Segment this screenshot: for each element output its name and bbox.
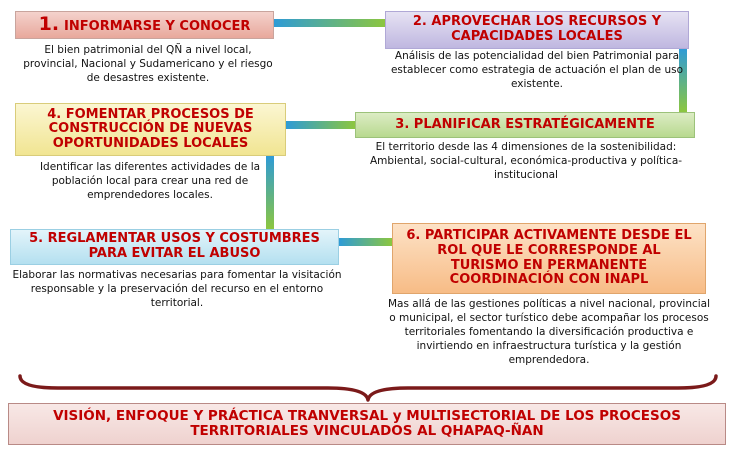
step-3-title: PLANIFICAR ESTRATÉGICAMENTE: [413, 116, 655, 132]
step-4-heading: [20, 108, 282, 152]
step-5-heading: [14, 232, 336, 261]
step-1-box: [15, 11, 274, 39]
curly-brace: [18, 372, 718, 404]
conclusion-text: VISIÓN, ENFOQUE Y PRÁCTICA TRANVERSAL y MULTISECTORIAL DE LOS PROCESOS TERRITORIALES VINCULADOS AL QHAPAQ-ÑAN: [53, 407, 681, 439]
step-5-number: 5.: [29, 231, 44, 247]
step-5-box: [10, 229, 339, 265]
step-3-heading: [395, 118, 654, 133]
step-1-heading: [39, 14, 251, 35]
step-2-number: 2.: [412, 14, 427, 30]
conclusion-box: [8, 403, 726, 445]
step-2-description: Análisis de las potencialidad del bien Patrimonial para establecer como estrategia de actuación el plan de uso existente.: [390, 50, 684, 90]
step-3-number: 3.: [395, 116, 410, 132]
step-4-title: FOMENTAR PROCESOS DE CONSTRUCCIÓN DE NUEVAS OPORTUNIDADES LOCALES: [48, 106, 254, 151]
step-4-number: 4.: [47, 106, 62, 122]
step-4-box: [15, 103, 286, 156]
step-2-title: APROVECHAR LOS RECURSOS Y CAPACIDADES LOCALES: [431, 14, 662, 44]
connector-3-4: [286, 121, 355, 129]
step-5-title: REGLAMENTAR USOS Y COSTUMBRES PARA EVITAR EL ABUSO: [47, 231, 320, 261]
step-6-title: PARTICIPAR ACTIVAMENTE DESDE EL ROL QUE LE CORRESPONDE AL TURISMO EN PERMANENTE COORDINACIÓN CON INAPL: [424, 228, 692, 288]
step-2-heading: [402, 15, 672, 44]
step-3-box: [355, 112, 695, 138]
step-6-number: 6.: [406, 228, 421, 244]
step-5-description: Elaborar las normativas necesarias para fomentar la visitación responsable y la preservación del recurso en el entorno territorial.: [12, 269, 342, 309]
connector-1-2: [274, 19, 385, 27]
step-1-number: 1.: [38, 13, 60, 36]
connector-5-6: [339, 238, 392, 246]
step-6-heading: [404, 229, 694, 287]
step-6-box: [392, 223, 706, 294]
step-1-title: INFORMARSE Y CONOCER: [64, 19, 251, 35]
step-1-description: El bien patrimonial del QÑ a nivel local, provincial, Nacional y Sudamericano y el riesgo de desastres existente.: [23, 44, 273, 84]
step-2-box: [385, 11, 689, 49]
step-3-description: El territorio desde las 4 dimensiones de la sostenibilidad: Ambiental, social-cultural, económica-productiva y política-institucional: [369, 141, 683, 181]
step-6-description: Mas allá de las gestiones políticas a nivel nacional, provincial o municipal, el sector turístico debe acompañar los procesos territoriales fomentando la diversificación productiva e invirtiendo en infraestructura turística y la gestión emprendedora.: [387, 298, 711, 366]
step-4-description: Identificar las diferentes actividades de la población local para crear una red de emprendedores locales.: [39, 161, 261, 201]
